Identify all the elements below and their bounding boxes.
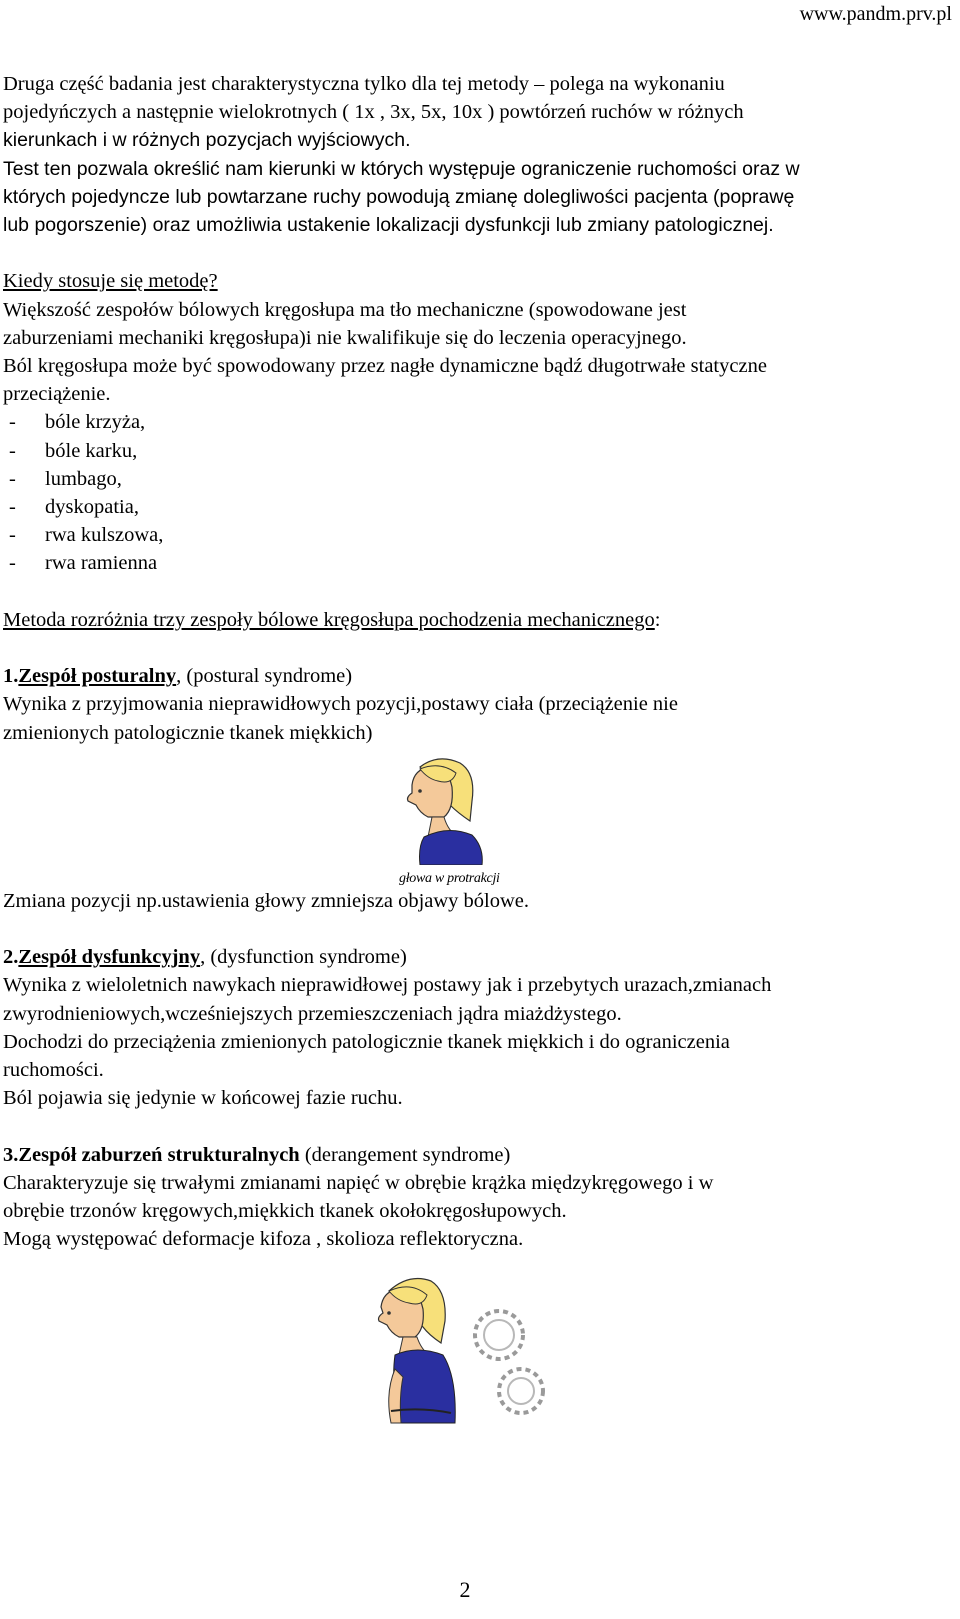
list-item-text: dyskopatia, bbox=[45, 496, 139, 519]
s2-heading bbox=[3, 943, 938, 971]
header-url: www.pandm.prv.pl bbox=[799, 3, 952, 25]
list-item bbox=[3, 437, 938, 465]
when-p1a: Większość zespołów bólowych kręgosłupa ma tło mechaniczne (spowodowane jest bbox=[3, 298, 687, 321]
s2-l4: ruchomości. bbox=[3, 1059, 104, 1082]
when-heading: Kiedy stosuje się metodę? bbox=[3, 270, 218, 293]
s2-l5: Ból pojawia się jedynie w końcowej fazie ruchu. bbox=[3, 1087, 403, 1110]
s3-rest: (derangement syndrome) bbox=[299, 1143, 511, 1166]
s2-l2: zwyrodnieniowych,wcześniejszych przemieszczeniach jądra miażdżystego. bbox=[3, 1002, 622, 1025]
list-item bbox=[3, 465, 938, 493]
s3-l3: Mogą występować deformacje kifoza , skolioza reflektoryczna. bbox=[3, 1228, 524, 1251]
list-dash: - bbox=[9, 411, 16, 434]
s1-l1: Wynika z przyjmowania nieprawidłowych pozycji,postawy ciała (przeciążenie nie bbox=[3, 693, 678, 716]
s1-heading bbox=[3, 662, 938, 690]
document-body bbox=[3, 70, 938, 1443]
derangement-illustration bbox=[371, 1273, 571, 1443]
spacer bbox=[3, 1112, 938, 1140]
spacer bbox=[3, 578, 938, 606]
s1-rest: , (postural syndrome) bbox=[176, 665, 353, 688]
list-item-text: rwa kulszowa, bbox=[45, 524, 164, 547]
spacer bbox=[3, 915, 938, 943]
intro-line-2: pojedyńczych a następnie wielokrotnych ( 1x , 3x, 5x, 10x ) powtórzeń ruchów w różnych bbox=[3, 101, 744, 124]
s1-num: 1. bbox=[3, 665, 19, 688]
list-item-text: lumbago, bbox=[45, 467, 122, 490]
list-item bbox=[3, 408, 938, 436]
head-protraction-illustration bbox=[398, 755, 488, 865]
s1-title: Zespół posturalny bbox=[18, 665, 177, 688]
list-item-text: bóle karku, bbox=[45, 439, 138, 462]
list-item-text: bóle krzyża, bbox=[45, 411, 146, 434]
list-item-text: rwa ramienna bbox=[45, 552, 158, 575]
method-heading bbox=[3, 606, 938, 634]
intro-sans-2: których pojedyncze lub powtarzane ruchy powodują zmianę dolegliwości pacjenta (poprawę bbox=[3, 185, 795, 208]
s1-after: Zmiana pozycji np.ustawienia głowy zmniejsza objawy bólowe. bbox=[3, 889, 530, 912]
s3-title: Zespół zaburzeń strukturalnych bbox=[18, 1143, 300, 1166]
pain-list bbox=[3, 408, 938, 577]
intro-line-1: Druga część badania jest charakterystyczna tylko dla tej metody – polega na wykonaniu bbox=[3, 73, 725, 95]
page-number: 2 bbox=[459, 1577, 471, 1602]
list-dash: - bbox=[9, 524, 16, 547]
s2-title: Zespół dysfunkcyjny bbox=[18, 946, 201, 969]
figure-derangement bbox=[3, 1253, 938, 1443]
intro-line-3: kierunkach i w różnych pozycjach wyjściowych. bbox=[3, 129, 411, 152]
s2-l3: Dochodzi do przeciążenia zmienionych patologicznie tkanek miękkich i do ograniczenia bbox=[3, 1030, 730, 1053]
figure-caption: głowa w protrakcji bbox=[399, 870, 500, 886]
figure-head-protraction bbox=[3, 747, 938, 887]
list-dash: - bbox=[9, 467, 16, 490]
s3-l1: Charakteryzuje się trwałymi zmianami napięć w obrębie krążka międzykręgowego i w bbox=[3, 1171, 714, 1194]
spacer bbox=[3, 634, 938, 662]
list-dash: - bbox=[9, 552, 16, 575]
s1-l2: zmienionych patologicznie tkanek miękkich) bbox=[3, 721, 373, 744]
s3-l2: obrębie trzonów kręgowych,miękkich tkanek okołokręgosłupowych. bbox=[3, 1200, 567, 1223]
s3-num: 3. bbox=[3, 1143, 19, 1166]
intro-sans-1: Test ten pozwala określić nam kierunki w których występuje ograniczenie ruchomości oraz w bbox=[3, 157, 800, 180]
s2-num: 2. bbox=[3, 946, 19, 969]
list-dash: - bbox=[9, 439, 16, 462]
s3-heading bbox=[3, 1141, 938, 1169]
list-dash: - bbox=[9, 496, 16, 519]
list-item bbox=[3, 521, 938, 549]
spacer bbox=[3, 239, 938, 267]
when-p2a: Ból kręgosłupa może być spowodowany przez nagłe dynamiczne bądź długotrwałe statyczne bbox=[3, 355, 767, 378]
list-item bbox=[3, 493, 938, 521]
intro-sans-3: lub pogorszenie) oraz umożliwia ustakenie lokalizacji dysfunkcji lub zmiany patologicznej. bbox=[3, 214, 774, 237]
method-colon: : bbox=[654, 608, 661, 631]
method-heading-text: Metoda rozróżnia trzy zespoły bólowe kręgosłupa pochodzenia mechanicznego bbox=[3, 608, 655, 631]
when-p2b: przeciążenie. bbox=[3, 383, 111, 406]
s2-l1: Wynika z wieloletnich nawykach nieprawidłowej postawy jak i przebytych urazach,zmianach bbox=[3, 974, 772, 997]
list-item bbox=[3, 549, 938, 577]
s2-rest: , (dysfunction syndrome) bbox=[200, 946, 407, 969]
when-p1b: zaburzeniami mechaniki kręgosłupa)i nie kwalifikuje się do leczenia operacyjnego. bbox=[3, 326, 687, 349]
